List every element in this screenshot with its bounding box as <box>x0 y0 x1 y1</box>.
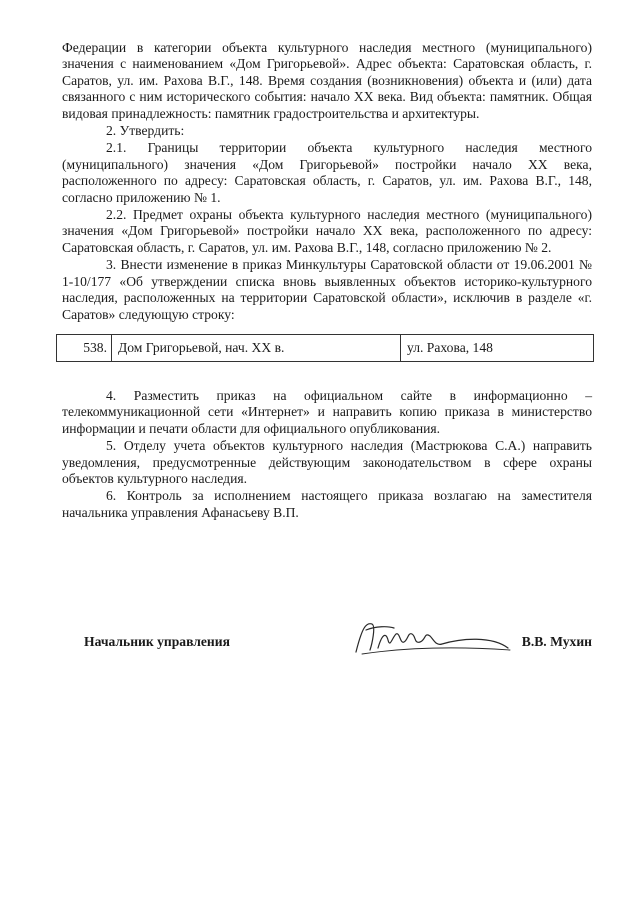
paragraph-2-1-boundaries: 2.1. Границы территории объекта культурного наследия местного (муниципального) значения «Дом Григорьевой» постройки начало XX века, расположенного по адресу: Саратовская область, г. Саратов, ул. им. Рахова В.Г., 148, согласно приложению № 1. <box>62 140 592 205</box>
table-cell-address: ул. Рахова, 148 <box>401 334 594 361</box>
document-body <box>62 40 592 521</box>
table-cell-name: Дом Григорьевой, нач. XX в. <box>112 334 401 361</box>
excluded-row-table <box>56 334 594 362</box>
table-row <box>57 334 594 361</box>
paragraph-5-notify: 5. Отделу учета объектов культурного наследия (Мастрюкова С.А.) направить уведомления, предусмотренные действующим законодательством в сфере охраны объектов культурного наследия. <box>62 438 592 486</box>
paragraph-2-2-protection-subject: 2.2. Предмет охраны объекта культурного наследия местного (муниципального) значения «Дом Григорьевой» постройки начало XX века, расположенного по адресу: Саратовская область, г. Саратов, ул. им. Рахова В.Г., 148, согласно приложению № 2. <box>62 207 592 255</box>
paragraph-6-control: 6. Контроль за исполнением настоящего приказа возлагаю на заместителя начальника управления Афанасьеву В.П. <box>62 488 592 520</box>
paragraph-4-publish: 4. Разместить приказ на официальном сайте в информационно – телекоммуникационной сети «Интернет» и направить копию приказа в министерство информации и печати области для официального опубликования. <box>62 387 592 436</box>
signatory-name: В.В. Мухин <box>521 634 592 649</box>
table-cell-number: 538. <box>57 334 112 361</box>
signature-block <box>84 622 592 672</box>
handwritten-signature <box>342 618 512 658</box>
paragraph-3-amend-order: 3. Внести изменение в приказ Минкультуры Саратовской области от 19.06.2001 № 1-10/177 «Об утверждении списка вновь выявленных объектов историко-культурного наследия, расположенных на территории Саратовской области», исключив в разделе «г. Саратов» следующую строку: <box>62 257 592 322</box>
signatory-title: Начальник управления <box>84 634 230 649</box>
paragraph-2-approve: 2. Утвердить: <box>106 123 185 139</box>
paragraph-object-description: Федерации в категории объекта культурного наследия местного (муниципального) значения с наименованием «Дом Григорьевой». Адрес объекта: Саратовская область, г. Саратов, ул. им. Рахова В.Г., 148. Время создания (возникновения) объекта и (или) дата связанного с ним исторического события: начало XX века. Вид объекта: памятник. Общая видовая принадлежность: памятник градостроительства и архитектуры. <box>62 40 592 121</box>
